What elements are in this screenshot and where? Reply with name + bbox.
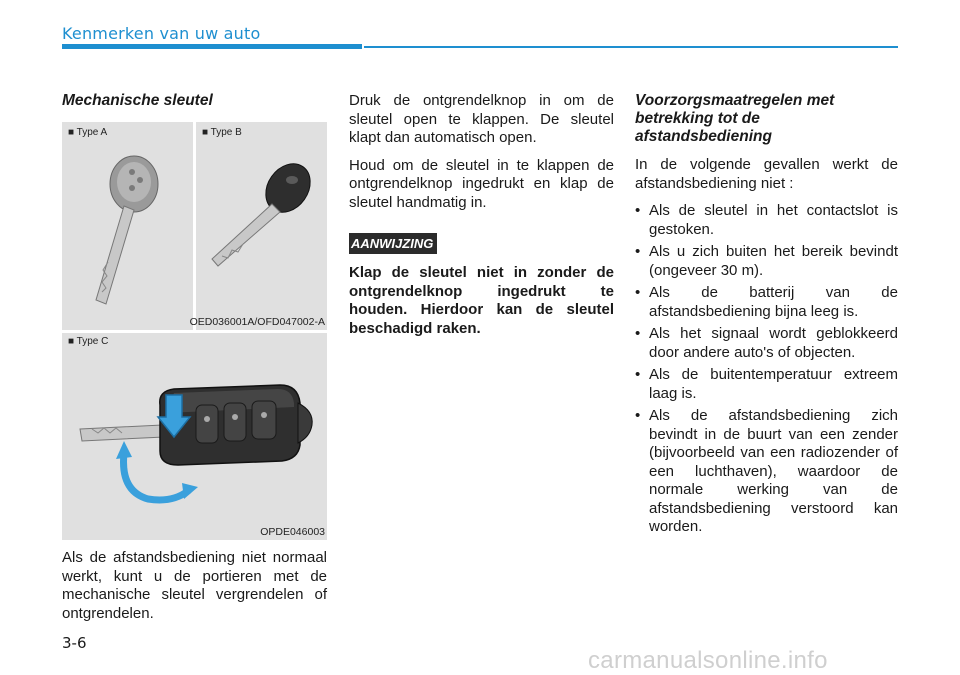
paragraph-unfold: Druk de ontgrendelknop in om de sleutel open te klappen. De sleutel klapt dan automatisch open. <box>349 92 614 146</box>
figure-code-bottom: OPDE046003 <box>260 526 325 538</box>
column-middle <box>349 92 614 347</box>
label-type-c: ■ Type C <box>68 336 109 347</box>
figure-divider <box>193 122 196 330</box>
label-type-b: ■ Type B <box>202 127 242 138</box>
page-number: 3-6 <box>62 634 87 652</box>
list-item: • Als de sleutel in het contactslot is gestoken. <box>635 202 898 239</box>
heading-line: Voorzorgsmaatregelen met <box>635 92 835 109</box>
column-right <box>635 92 898 541</box>
key-illustration-c <box>62 333 327 540</box>
column-left <box>62 92 327 110</box>
list-item: • Als de batterij van de afstandsbediening bijna leeg is. <box>635 284 898 321</box>
precaution-list <box>635 202 898 537</box>
heading-line: afstandsbediening <box>635 128 772 145</box>
note-text: Klap de sleutel niet in zonder de ontgrendelknop ingedrukt te houden. Hierdoor kan de sleutel beschadigd raken. <box>349 264 614 337</box>
section-title: Kenmerken van uw auto <box>62 24 261 43</box>
header-rule-thin <box>364 46 898 48</box>
watermark: carmanualsonline.info <box>588 647 828 674</box>
heading-remote-precautions <box>635 92 898 146</box>
list-item: • Als het signaal wordt geblokkeerd door andere auto's of objecten. <box>635 325 898 362</box>
header-rule-thick <box>62 44 362 49</box>
key-type-a-icon <box>96 156 158 304</box>
heading-line: betrekking tot de <box>635 110 760 127</box>
list-item: • Als de afstandsbediening zich bevindt in de buurt van een zender (bijvoorbeeld van een radiozender of een luchthaven), waardoor de normale werking van de afstandsbediening verstoord kan worden. <box>635 407 898 537</box>
list-item: • Als de buitentemperatuur extreem laag is. <box>635 366 898 403</box>
paragraph-fold: Houd om de sleutel in te klappen de ontgrendelknop ingedrukt en klap de sleutel handmatig in. <box>349 156 614 211</box>
figure-key-types-ab <box>62 122 327 330</box>
key-type-b-icon <box>212 155 319 266</box>
figure-key-type-c <box>62 333 327 540</box>
heading-mechanical-key: Mechanische sleutel <box>62 92 213 109</box>
paragraph-intro: In de volgende gevallen werkt de afstandsbediening niet : <box>635 156 898 192</box>
column-left-lower <box>62 549 327 632</box>
figure-code-top: OED036001A/OFD047002-A <box>189 316 325 328</box>
list-item: • Als u zich buiten het bereik bevindt (ongeveer 30 m). <box>635 243 898 280</box>
folding-key-type-c-icon <box>80 385 312 465</box>
note-badge: AANWIJZING <box>349 233 437 254</box>
label-type-a: ■ Type A <box>68 127 108 138</box>
paragraph-mechanical-key: Als de afstandsbediening niet normaal werkt, kunt u de portieren met de mechanische sleutel vergrendelen of ontgrendelen. <box>62 549 327 622</box>
